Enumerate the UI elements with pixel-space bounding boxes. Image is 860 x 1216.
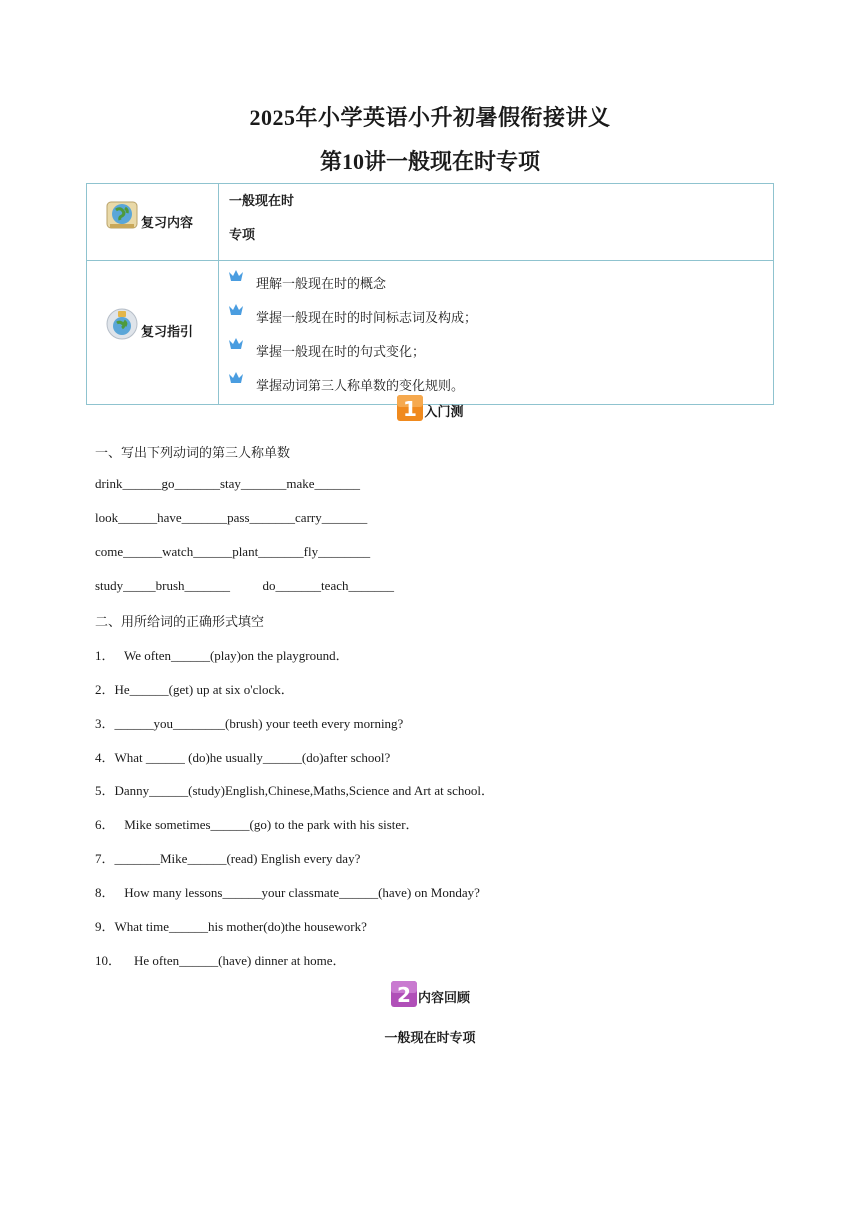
crown-icon [228,371,244,385]
crown-icon [228,269,244,283]
review-label-cell [87,261,219,405]
document-title: 2025年小学英语小升初暑假衔接讲义 [249,105,611,130]
svg-text:2: 2 [397,983,411,1007]
svg-text:1: 1 [403,397,418,421]
review-topic-line-1: 一般现在时 [229,193,295,208]
section-2-header [0,980,860,1008]
number-2-badge-icon [390,980,418,1008]
part-2-heading: 二、用所给词的正确形式填空 [95,614,265,629]
verb-line: come______watch______plant_______fly________ [95,544,371,559]
objective-text: 掌握动词第三人称单数的变化规则。 [256,378,465,393]
section-2-subtitle: 一般现在时专项 [384,1030,476,1045]
review-row-content [87,184,774,261]
review-content-cell [219,184,774,261]
verb-line: look______have_______pass_______carry_______ [95,510,368,525]
objective-text: 掌握一般现在时的句式变化； [256,344,426,359]
exercise-item: 3．______you________(brush) your teeth every morning? [95,716,404,731]
crown-icon [228,337,244,351]
review-content-label: 复习内容 [141,214,194,230]
exercise-item: 4．What ______ (do)he usually______(do)after school? [95,750,391,765]
verb-line: study_____brush_______ do_______teach_______ [95,578,394,593]
review-label-cell [87,184,219,261]
review-guide-cell [219,261,774,405]
exercise-item: 1． We often______(play)on the playground． [95,648,349,663]
globe-book-icon [105,198,139,232]
verb-line: drink______go_______stay_______make_______ [95,476,361,491]
review-topic-line-2: 专项 [229,227,256,242]
objective-item [220,335,772,369]
exercise-item: 9．What time______his mother(do)the housework? [95,919,367,934]
crown-icon [228,303,244,317]
exercise-item: 10． He often______(have) dinner at home． [95,953,346,968]
objective-text: 理解一般现在时的概念 [256,276,387,291]
section-2-title: 内容回顾 [417,990,470,1005]
exercise-item: 6． Mike sometimes______(go) to the park with his sister． [95,817,419,832]
section-1-title: 入门测 [424,404,464,419]
exercise-item: 5．Danny______(study)English,Chinese,Maths,Science and Art at school． [95,783,494,798]
review-guide-label: 复习指引 [141,323,194,339]
globe-badge-icon [105,307,139,341]
exercise-item: 8． How many lessons______your classmate______(have) on Monday? [95,885,480,900]
number-1-badge-icon [396,394,424,422]
exercise-item: 2．He______(get) up at six o'clock． [95,682,294,697]
objective-text: 掌握一般现在时的时间标志词及构成； [256,310,478,325]
objective-item [220,267,772,301]
lesson-title: 第10讲一般现在时专项 [319,149,540,174]
part-1-heading: 一、写出下列动词的第三人称单数 [95,445,291,460]
section-1-header [0,394,860,422]
review-row-guide [87,261,774,405]
review-table [86,183,774,405]
objective-item [220,301,772,335]
exercise-item: 7．_______Mike______(read) English every day? [95,851,361,866]
